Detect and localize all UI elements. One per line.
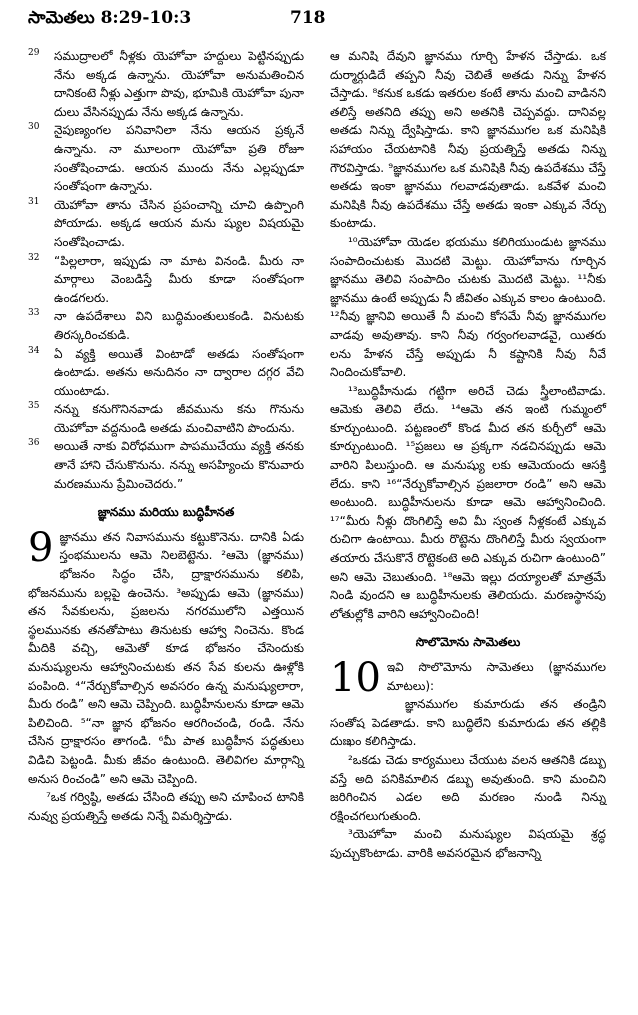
chapter-number: 9 bbox=[28, 524, 54, 571]
paragraph: ఆ మనిషి దేవుని జ్ఞానము గూర్చి హేళన చేస్తాడు. ఒక దుర్మార్గుడిదే తప్పని నీవు చెబితే అతడు నిన్ను హేళన చేస్తాడు. ⁸కనుక ఒకడు ఇతరుల కంటే తాను మంచి వాడినని తలిస్తే అతనిది తప్పు అని అతనికి చెప్పవద్దు. దానివల్ల అతడు నిన్ను ద్వేషిస్తాడు. కాని జ్ఞానముగల ఒక మనిషికి సహాయం చేయటానికి నీవు ప్రయత్నిస్తే అతడు నిన్ను గౌరవిస్తాడు. ⁹జ్ఞానముగల ఒక మనిషికి నీవు ఉపదేశము చేస్తే అతడు ఇంకా జ్ఞానము గలవాడవుతాడు. ఒకవేళ మంచి మనిషికి నీవు ఉపదేశము చేస్తే అతడు ఇంకా ఎక్కువ నేర్చు కుంటాడు. bbox=[330, 49, 606, 231]
page-header bbox=[28, 8, 610, 38]
verse-text: నైపుణ్యంగల పనివానిలా నేను ఆయన ప్రక్కనే ఉన్నాను. నా మూలంగా యెహోవా ప్రతి రోజూ సంతోషించాడు. ఆయన ముందు నేను ఎల్లప్పుడూ సంతోషంగా ఉన్నాను. bbox=[54, 123, 304, 194]
verse-number: 35 bbox=[28, 401, 40, 412]
verse-text: యెహోవా తాను చేసిన ప్రపంచాన్ని చూచి ఉప్పొంగి పోయాడు. అక్కడ ఆయన మను ష్యుల విషయమై సంతోషించాడు. bbox=[54, 197, 304, 249]
verse-text: ఏ వ్యక్తి అయితే వింటాడో అతడు సంతోషంగా ఉంటాడు. అతను అనుదినం నా ద్వారాల దగ్గర వేచి యుంటాడు. bbox=[54, 346, 304, 398]
chapter-number: 10 bbox=[330, 655, 381, 701]
verse-text: నా ఉపదేశాలు విని బుద్ధిమంతులుకండి. వినుటకు తిరస్కరించకుడి. bbox=[54, 309, 304, 342]
verse-31 bbox=[28, 196, 304, 252]
right-column bbox=[330, 47, 606, 863]
verse-33 bbox=[28, 307, 304, 344]
chapter-text: జ్ఞానము తన నివాసమును కట్టుకొనెను. దానికి ఏడు స్తంభములను ఆమె నిలబెట్టెను. ²ఆమె (జ్ఞానము) భోజనం సిద్ధం చేసి, ద్రాక్షారసమును కలిపి, భోజనమును బల్లపై ఉంచెను. ³అప్పుడు ఆమె (జ్ఞానము) తన సేవకులను, ప్రజలను నగరములోని ఎత్తయిన స్థలమునకు తనతోపాటు తినుటకు ఆహ్వా నించెను. కొండ మీదికి వచ్చి, ఆమెతో కూడ భోజనం చేసెందుకు మనుష్యులను ఆహ్వానించుటకు తన సేవ కులను ఊళ్లోకి పంపింది. ⁴“నేర్చుకోవాల్సిన అవసరం ఉన్న మనుష్యులారా, మీరు రండి” అని ఆమె చెప్పింది. బుద్ధిహీనులను కూడా ఆమె పిలిచింది. ⁵“నా జ్ఞాన భోజనం ఆరగించండి, రండి. నేను చేసిన ద్రాక్షారసం తాగండి. ⁶మీ పాత బుద్ధిహీన పద్ధతులు విడిచి పెట్టండి. మీకు జీవం ఉంటుంది. తెలివిగల మార్గాన్ని అనుస రించండి” అని ఆమె చెప్పింది. bbox=[28, 529, 304, 786]
page-number: 718 bbox=[290, 8, 326, 28]
paragraph: ³యెహోవా మంచి మనుష్యుల విషయమై శ్రద్ధ పుచ్చుకొంటాడు. వారికి అవసరమైన భోజనాన్ని bbox=[330, 827, 606, 860]
verse-number: 32 bbox=[28, 252, 40, 263]
verse-text: సముద్రాలలో నీళ్లకు యెహోవా హద్దులు పెట్టినప్పుడు నేను అక్కడ ఉన్నాను. యెహోవా అనుమతించిన దానికంటె నీళ్లు ఎత్తుగా పొవు, భూమికి యెహోవా పునా దులు వేసినప్పుడు నేను అక్కడ ఉన్నాను. bbox=[54, 49, 304, 119]
verse-number: 29 bbox=[28, 48, 40, 58]
verse-number: 31 bbox=[28, 196, 40, 207]
book-chapter-range: సామెతలు 8:29-10:3 bbox=[28, 8, 192, 28]
verse-30 bbox=[28, 121, 304, 195]
verse-number: 30 bbox=[28, 122, 40, 133]
verse-34 bbox=[28, 345, 304, 401]
verse-35 bbox=[28, 400, 304, 437]
paragraph: ⁷ఒక గర్విష్ఠి, అతడు చేసింది తప్పు అని చూపించ టానికి నువ్వు ప్రయత్నిస్తే అతడు నిన్నే విమర్శిస్తాడు. bbox=[28, 790, 304, 823]
paragraph: ¹³బుద్ధిహీనుడు గట్టిగా అరిచే చెడు స్త్రీలాంటివాడు. ఆమెకు తెలివి లేదు. ¹⁴ఆమె తన ఇంటి గుమ్మంలో కూర్చుంటుంది. పట్టణంలో కొండ మీద తన కుర్చీలో ఆమె కూర్చుంటుంది. ¹⁵ప్రజలు ఆ ప్రక్కగా నడచినప్పుడు ఆమె వారిని పిలుస్తుంది. ఆ మనుష్యు లకు ఆమెయందు ఆసక్తి లేదు. కాని ¹⁶“నేర్చుకోవాల్సిన ప్రజలారా రండి” అని ఆమె అంటుంది. బుద్ధిహీనులను కూడా ఆమె ఆహ్వానించింది. ¹⁷“మీరు నీళ్లు దొంగిలిస్తే అవి మీ స్వంత నీళ్లకంటే ఎక్కువ రుచిగా ఉంటాయి. మీరు రొట్టెను దొంగిలిస్తే మీరు స్వయంగా తయారు చేసుకొనే రొట్టెకంటె అది ఎక్కువ రుచిగా ఉంటుంది” అని ఆమె చెబుతుంది. ¹⁸ఆమె ఇల్లు దయ్యాలతో మాత్రమే నిండి వుందని ఆ బుద్ధిహీనులకు తెలియదు. మరణస్థానపు లోతుల్లోకి వారిని ఆహ్వానించింది! bbox=[330, 383, 606, 621]
verse-32 bbox=[28, 252, 304, 308]
chapter-10 bbox=[330, 655, 606, 701]
verse-text: “పిల్లలారా, ఇప్పుడు నా మాట వినండి. మీరు నా మార్గాలు వెంబడిస్తే మీరు కూడా సంతోషంగా ఉండగలరు. bbox=[54, 253, 304, 305]
section-heading: జ్ఞానము మరియు బుద్ధిహీనత bbox=[97, 505, 235, 520]
chapter-text: ఇవి సొలొమోను సామెతలు (జ్ఞానముగల మాటలు): bbox=[386, 660, 606, 693]
verse-36 bbox=[28, 437, 304, 493]
chapter-9 bbox=[28, 524, 304, 788]
verse-text: అయితే నాకు విరోధముగా పాపముచేయు వ్యక్తి తనకు తానే హాని చేసుకొనును. నన్ను అసహ్యించు కొనువారు మరణమును ప్రేమించెదరు.” bbox=[54, 439, 304, 491]
paragraph: ²ఒకడు చెడు కార్యములు చేయుట వలన ఆతనికి డబ్బు వస్తే అది పనికిమాలిన డబ్బు అవుతుంది. కాని మంచిని జరిగించిన ఎడల అది మరణం నుండి నిన్ను రక్షించగలుగుతుంది. bbox=[330, 752, 606, 823]
left-column bbox=[28, 47, 304, 825]
paragraph: ¹⁰యెహోవా యెడల భయము కలిగియుండుట జ్ఞానము సంపాదించుటకు మొదటి మెట్టు. యెహోవాను గూర్చిన జ్ఞానము తెలివి సంపాదిం చుటకు మొదటి మెట్టు. ¹¹నీకు జ్ఞానము ఉంటే అప్పుడు నీ జీవితం ఎక్కువ కాలం ఉంటుంది. ¹²నీవు జ్ఞానివి అయితే నీ మంచి కోసమే నీవు జ్ఞానముగల వాడవు అవుతావు. కాని నీవు గర్వంగలవాడవై, యితరు లను హేళన చేస్తే అప్పుడు నీ కష్టానికి నీవు నీవే నిందించుకోవాలి. bbox=[330, 234, 606, 380]
paragraph: జ్ఞానముగల కుమారుడు తన తండ్రిని సంతోష పెడతాడు. కాని బుద్ధిలేని కుమారుడు తన తల్లికి దుఃఖం కలిగిస్తాడు. bbox=[330, 697, 606, 749]
verse-number: 34 bbox=[28, 345, 40, 356]
verse-29 bbox=[28, 47, 304, 121]
verse-number: 33 bbox=[28, 308, 40, 319]
verse-number: 36 bbox=[28, 438, 40, 449]
verse-text: నన్ను కనుగొనినవాడు జీవమును కను గొనును యెహోవా వద్దనుండి అతడు మంచివాటిని పొందును. bbox=[54, 402, 304, 435]
section-heading: సొలొమోను సామెతలు bbox=[415, 635, 521, 650]
